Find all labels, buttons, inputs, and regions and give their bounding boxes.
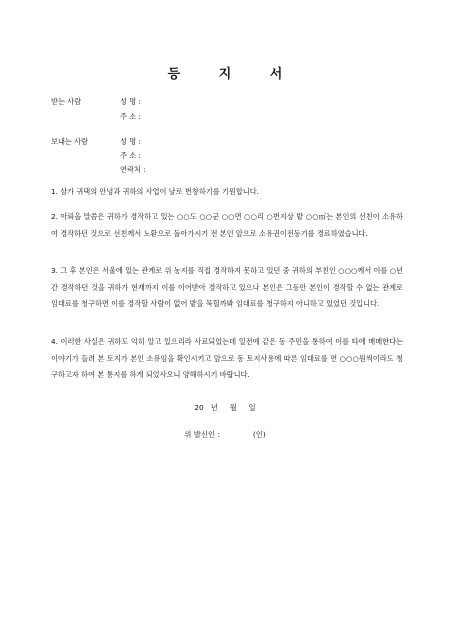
sender-label: 보내는 사람 (51, 137, 89, 146)
recipient-label: 받는 사람 (51, 97, 82, 106)
recipient-name-label: 성 명 : (120, 97, 141, 106)
recipient-address-label: 주 소 : (120, 112, 141, 121)
sender-name-label: 성 명 : (120, 137, 141, 146)
paragraph-3: 3. 그 후 본인은 서울에 있는 관계로 위 농지를 직접 경작하지 못하고 있던 중 귀하의 부친인 ○○○께서 이를 ○년간 경작하던 것을 귀하가 현재까지 이를 이어받아 경작하고 있으나 본인은 그동안 본인이 경작할 수 없는 관계로 임대료를 청구하면 이를 경작할 사람이 없어 밭을 묵힐까봐 임대료를 청구하지 아니하고 있었던 것입니다. (51, 266, 403, 308)
paragraph-1: 1. 삼가 귀댁의 안녕과 귀하의 사업이 날로 번창하기를 기원합니다. (51, 187, 259, 196)
paragraph-2: 2. 아뢰올 말씀은 귀하가 경작하고 있는 ○○도 ○○군 ○○면 ○○리 ○번지상 밭 ○○㎡는 본인의 선친이 소유하여 경작하던 것으로 선친께서 노환으로 돌아가시기 전 본인 앞으로 소유권이전등기를 경료하였습니다. (51, 212, 403, 238)
signature-line: 위 발신인 : (인) (184, 430, 266, 439)
sender-contact-label: 연락처 : (120, 165, 146, 174)
document-title: 등 지 서 (167, 67, 300, 82)
date-line: 20 년 월 일 (194, 403, 256, 412)
paragraph-4: 4. 이러한 사실은 귀하도 익히 알고 있으리라 사료되었는데 일전에 같은 동 주민을 통하여 이를 타에 매매한다는 이야기가 들려 본 토지가 본인 소유임을 확인시키고 앞으로 동 토지사용에 따른 임대료를 연 ○○○원씩이라도 청구하고자 하여 본 통지를 하게 되었사오니 양해하시기 바랍니다. (51, 337, 403, 379)
sender-address-label: 주 소 : (120, 151, 141, 160)
